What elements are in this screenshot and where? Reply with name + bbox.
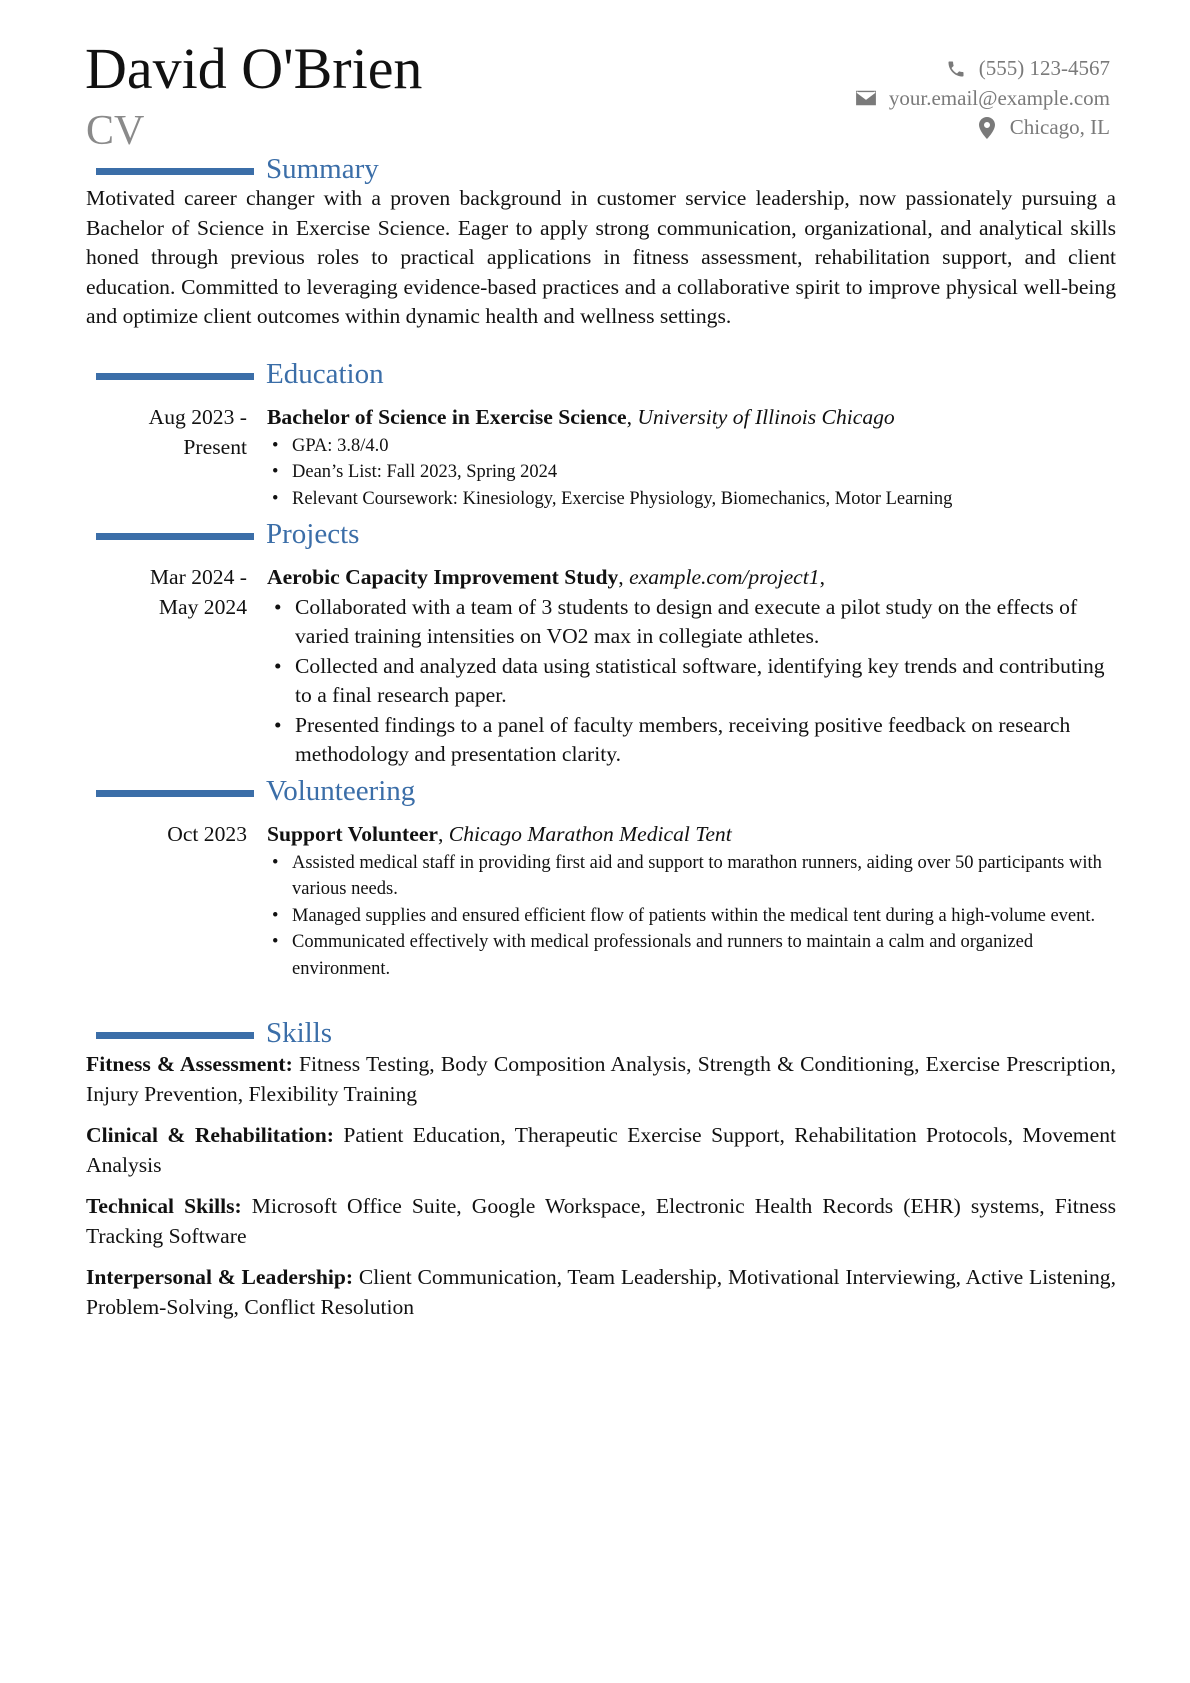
section-title: Summary bbox=[266, 153, 379, 185]
section-rule bbox=[96, 1032, 254, 1039]
list-item: • Dean’s List: Fall 2023, Spring 2024 bbox=[267, 459, 1117, 486]
skill-category: Technical Skills: bbox=[86, 1194, 242, 1218]
list-item: • Relevant Coursework: Kinesiology, Exercise Physiology, Biomechanics, Motor Learning bbox=[267, 486, 1117, 513]
section-rule bbox=[96, 790, 254, 797]
list-item: • Collected and analyzed data using statistical software, identifying key trends and contributing to a final research paper. bbox=[267, 652, 1117, 711]
contact-block bbox=[650, 54, 1110, 143]
bullet-list bbox=[267, 593, 1117, 770]
skill-category: Fitness & Assessment: bbox=[86, 1052, 293, 1076]
date-end: Present bbox=[183, 434, 247, 459]
institution-name: University of Illinois Chicago bbox=[637, 405, 895, 429]
entry-body bbox=[267, 820, 1117, 982]
entry-body bbox=[267, 563, 1117, 770]
date-start: Aug 2023 - bbox=[148, 405, 247, 429]
skill-values: Patient Education, Therapeutic Exercise Support, Rehabilitation Protocols, Movement Analysis bbox=[86, 1123, 1116, 1177]
organization-name: Chicago Marathon Medical Tent bbox=[448, 822, 732, 846]
contact-location bbox=[650, 113, 1110, 143]
envelope-icon bbox=[855, 87, 877, 109]
role-title: Support Volunteer bbox=[267, 822, 438, 846]
skill-row bbox=[86, 1263, 1116, 1322]
section-volunteering-heading bbox=[0, 774, 1190, 814]
section-title: Skills bbox=[266, 1017, 333, 1049]
person-name: David O'Brien bbox=[85, 36, 423, 101]
date-start: Oct 2023 bbox=[167, 822, 247, 846]
section-title: Education bbox=[266, 358, 384, 390]
location-text: Chicago, IL bbox=[1009, 115, 1110, 140]
list-item: • GPA: 3.8/4.0 bbox=[267, 433, 1117, 460]
skill-row bbox=[86, 1192, 1116, 1251]
skill-values: Client Communication, Team Leadership, Motivational Interviewing, Active Listening, Problem-Solving, Conflict Resolution bbox=[86, 1265, 1116, 1319]
list-item: • Assisted medical staff in providing first aid and support to marathon runners, aiding over 50 participants with various needs. bbox=[267, 850, 1117, 903]
entry-date bbox=[107, 403, 247, 462]
section-title: Projects bbox=[266, 518, 360, 550]
contact-email bbox=[650, 84, 1110, 114]
project-title: Aerobic Capacity Improvement Study bbox=[267, 565, 619, 589]
section-title: Volunteering bbox=[266, 775, 416, 807]
contact-phone bbox=[650, 54, 1110, 84]
entry-heading: Aerobic Capacity Improvement Study, example.com/project1, bbox=[267, 565, 825, 589]
section-rule bbox=[96, 168, 254, 175]
section-projects-heading bbox=[0, 517, 1190, 557]
phone-text[interactable]: (555) 123-4567 bbox=[978, 56, 1110, 81]
list-item: • Managed supplies and ensured efficient flow of patients within the medical tent during a high-volume event. bbox=[267, 903, 1117, 930]
list-item: • Communicated effectively with medical professionals and runners to maintain a calm and organized environment. bbox=[267, 929, 1117, 982]
entry-heading: Bachelor of Science in Exercise Science, University of Illinois Chicago bbox=[267, 405, 895, 429]
degree-title: Bachelor of Science in Exercise Science bbox=[267, 405, 627, 429]
section-rule bbox=[96, 373, 254, 380]
project-link[interactable]: example.com/project1 bbox=[629, 565, 820, 589]
email-link[interactable]: your.email@example.com bbox=[888, 85, 1110, 110]
skill-category: Clinical & Rehabilitation: bbox=[86, 1123, 334, 1147]
list-item: • Presented findings to a panel of faculty members, receiving positive feedback on research methodology and presentation clarity. bbox=[267, 711, 1117, 770]
date-end: May 2024 bbox=[158, 594, 247, 619]
entry-date bbox=[107, 563, 247, 622]
summary-text: Motivated career changer with a proven background in customer service leadership, now passionately pursuing a Bachelor of Science in Exercise Science. Eager to apply strong communication, organizational, and analytical skills honed through previous roles to practical applications in fitness assessment, rehabilitation support, and client education. Committed to leveraging evidence-based practices and a collaborative spirit to improve physical well-being and optimize client outcomes within dynamic health and wellness settings. bbox=[86, 186, 1116, 328]
bullet-list bbox=[267, 850, 1117, 983]
skill-row bbox=[86, 1050, 1116, 1109]
list-item: • Collaborated with a team of 3 students to design and execute a pilot study on the effects of varied training intensities on VO2 max in collegiate athletes. bbox=[267, 593, 1117, 652]
map-marker-icon bbox=[976, 117, 998, 139]
date-start: Mar 2024 - bbox=[149, 565, 247, 589]
entry-body bbox=[267, 403, 1117, 512]
skill-values: Fitness Testing, Body Composition Analysis, Strength & Conditioning, Exercise Prescription, Injury Prevention, Flexibility Training bbox=[86, 1052, 1116, 1106]
entry-date bbox=[107, 820, 247, 850]
skill-category: Interpersonal & Leadership: bbox=[86, 1265, 354, 1289]
skill-row bbox=[86, 1121, 1116, 1180]
bullet-list bbox=[267, 433, 1117, 513]
section-education-heading bbox=[0, 357, 1190, 397]
entry-heading: Support Volunteer, Chicago Marathon Medical Tent bbox=[267, 822, 732, 846]
section-rule bbox=[96, 533, 254, 540]
skills-list bbox=[86, 1050, 1116, 1334]
document-subtitle: CV bbox=[86, 108, 145, 154]
skill-values: Microsoft Office Suite, Google Workspace, Electronic Health Records (EHR) systems, Fitness Tracking Software bbox=[86, 1194, 1116, 1248]
phone-icon bbox=[945, 58, 967, 80]
